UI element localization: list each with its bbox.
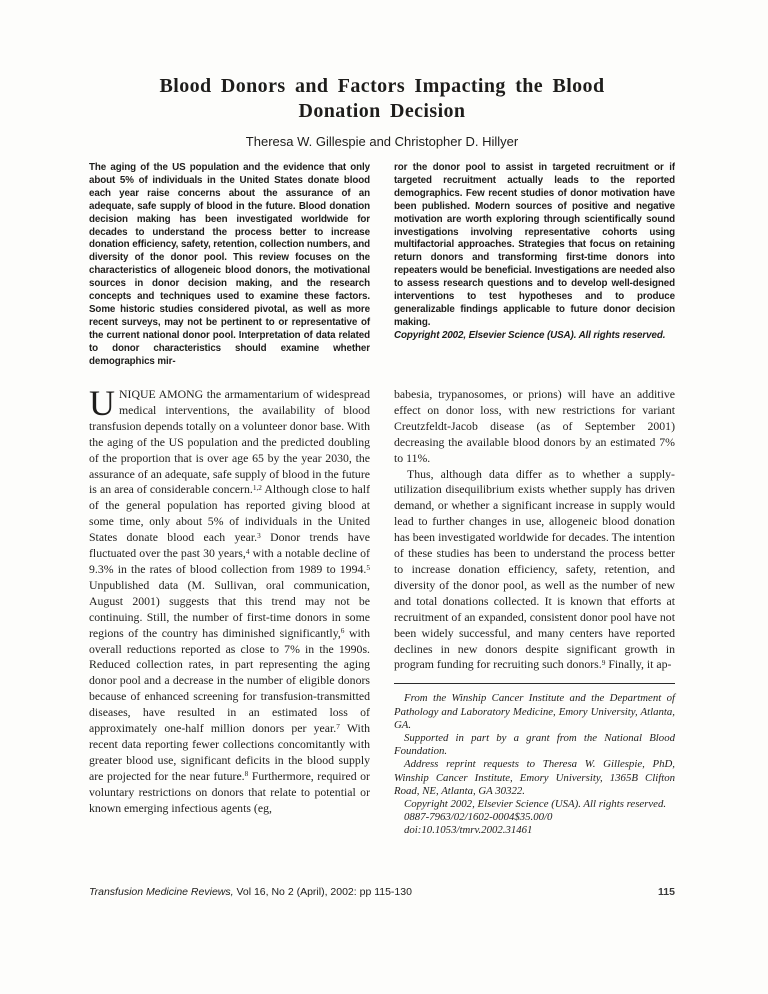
footnote-support: Supported in part by a grant from the National Blood Foundation. xyxy=(394,731,675,758)
body-left-column xyxy=(89,387,370,816)
drop-cap: U xyxy=(89,387,115,423)
abstract-copyright: Copyright 2002, Elsevier Science (USA). All rights reserved. xyxy=(394,329,666,341)
article-title-line2: Donation Decision xyxy=(298,100,466,122)
body-right-paragraph-2: Thus, although data differ as to whether a supply-utilization disequilibrium exists whether supply has driven demand, or whether a significant increase in supply would lead to further changes in use, allogeneic blood donation has been investigated worldwide for decades. The intention of these studies has been to understand the process better to increase donation efficiency, safety, retention, and diversity of the donor pool, as well as the number of new and total donations collected. It is known that efforts at recruitment of an expanded, consistent donor pool have not been widely successful, and many centers have reported declines in new donors despite significant growth in program funding for recruiting such donors.$^9$ Finally, it ap- xyxy=(394,466,675,672)
article-masthead xyxy=(89,74,675,149)
page-footer xyxy=(89,886,675,898)
body-opening-paragraph xyxy=(89,387,370,816)
abstract-right-column xyxy=(394,162,675,369)
journal-citation xyxy=(89,886,412,898)
abstract-text-right: ror the donor pool to assist in targeted recruitment or if targeted recruitment actually leads to the reported demographics. Few recent studies of donor motivation have been published. Modern sources of positive and negative motivation are worth exploring through scientifically sound investigations involving representative cohorts using multifactorial approaches. Strategies that focus on retaining return donors and transforming first-time donors into repeaters would be beneficial. Investigations are needed also to assess research questions and to develop well-designed interventions to test hypotheses and to produce generalizable findings applicable to future donor decision making. xyxy=(394,162,675,328)
abstract-left-column xyxy=(89,162,370,369)
article-title-line1: Blood Donors and Factors Impacting the Blood xyxy=(159,75,605,97)
footnote-reprints: Address reprint requests to Theresa W. Gillespie, PhD, Winship Cancer Institute, Emory University, 1365B Clifton Road, NE, Atlanta, GA 30322. xyxy=(394,758,675,797)
abstract-section xyxy=(89,162,675,369)
footnote-block xyxy=(394,683,675,837)
body-right-column xyxy=(394,387,675,838)
abstract-text-left: The aging of the US population and the evidence that only about 5% of individuals in the United States donate blood each year raise concerns about the assurance of an adequate, safe supply of blood in the future. Blood donation decision making has been investigated worldwide for decades to understand the process better to increase donation efficiency, safety, retention, collection numbers, and diversity of the donor pool. This review focuses on the characteristics of allogeneic blood donors, the motivational sources in donor decision making, and the research concepts and techniques used to examine these factors. Some historic studies considered pivotal, as well as more recent surveys, may not be pertinent to or representative of the current national donor pool. Interpretation of data related to donor characteristics should examine whether demographics mir- xyxy=(89,162,370,367)
footnote-doi: doi:10.1053/tmrv.2002.31461 xyxy=(404,824,533,837)
footnote-issn: 0887-7963/02/1602-0004$35.00/0 xyxy=(404,811,553,824)
footnote-affiliation: From the Winship Cancer Institute and the Department of Pathology and Laboratory Medicine, Emory University, Atlanta, GA. xyxy=(394,692,675,731)
body-right-paragraph-1: babesia, trypanosomes, or prions) will have an additive effect on donor loss, with new restrictions for variant Creutzfeldt-Jacob disease (as of September 2001) decreasing the available blood donors by an estimated 7% to 11%. xyxy=(394,387,675,465)
article-title xyxy=(89,74,675,124)
journal-name: Transfusion Medicine Reviews, xyxy=(89,886,234,898)
footnote-copyright: Copyright 2002, Elsevier Science (USA). All rights reserved. xyxy=(404,797,667,810)
article-authors: Theresa W. Gillespie and Christopher D. Hillyer xyxy=(245,134,519,149)
body-left-text: NIQUE AMONG the armamentarium of widespread medical interventions, the availability of blood transfusion depends totally on a volunteer donor base. With the aging of the US population and the predicted doubling of the proportion that is over age 65 by the year 2030, the assurance of an adequate, safe supply of blood in the future is an area of considerable concern.$^{1,2}$ Although close to half of the general population has reported giving blood at some time, only about 5% of individuals in the United States donate blood each year.$^3$ Donor trends have fluctuated over the past 30 years,$^4$ with a notable decline of 9.3% in the rates of blood collection from 1989 to 1994.$^5$ Unpublished data (M. Sullivan, oral communication, August 2001) suggests that this trend may not be continuing. Still, the number of first-time donors in some regions of the country has diminished significantly,$^6$ with overall reductions reported as close to 7% in the 1990s. Reduced collection rates, in part representing the aging donor pool and a decrease in the number of eligible donors because of enhanced screening for transfusion-transmitted diseases, have resulted in an estimated loss of approximately one-half million donors per year.$^7$ With recent data reporting fewer collections concomitantly with greater blood use, significant deficits in the blood supply are projected for the near future.$^8$ Furthermore, required or voluntary restrictions on donors that relate to potential or known emerging infectious agents (eg, xyxy=(89,387,370,815)
footnote-divider xyxy=(394,683,675,684)
issue-info: Vol 16, No 2 (April), 2002: pp 115-130 xyxy=(233,886,412,898)
page-number: 115 xyxy=(658,886,675,898)
